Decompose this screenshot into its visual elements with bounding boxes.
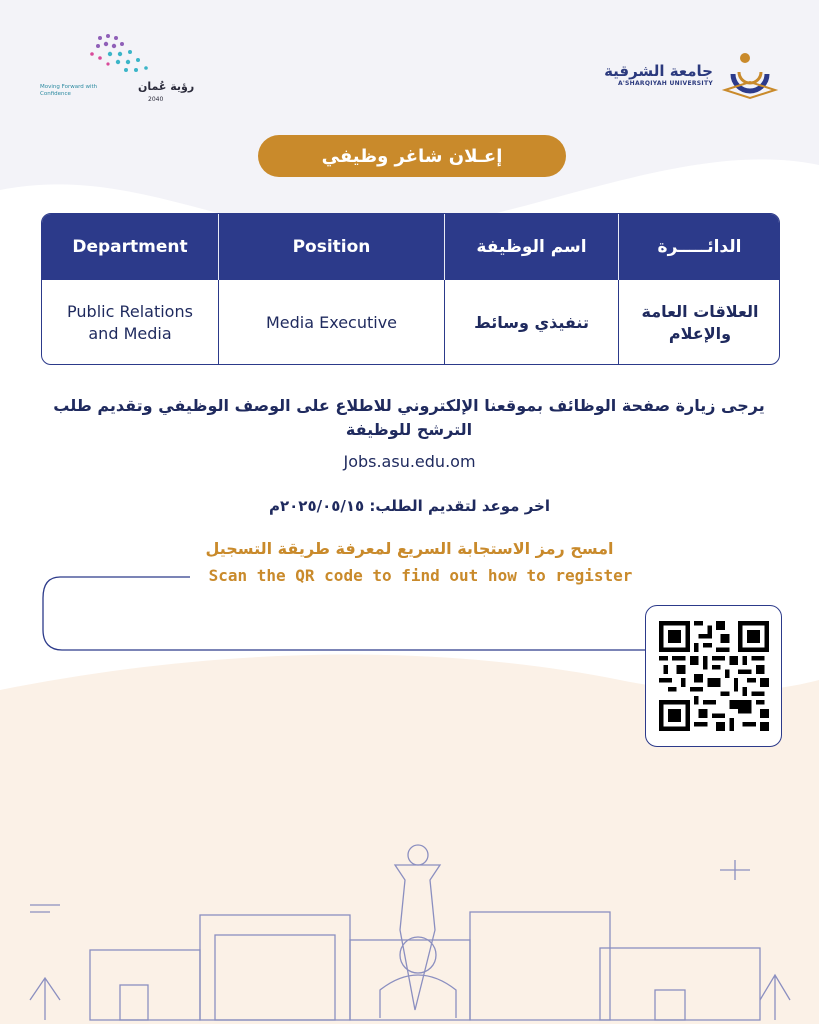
application-deadline: اخر موعد لتقديم الطلب: ٢٠٢٥/٠٥/١٥م <box>269 497 550 515</box>
table-header-department: Department <box>42 214 219 280</box>
visit-instructions: يرجى زيارة صفحة الوظائف بموقعنا الإلكتروني للاطلاع على الوصف الوظيفي وتقديم طلب الترشح للوظيفة <box>53 396 765 439</box>
table-cell-department: Public Relations and Media <box>42 280 219 365</box>
vision-tagline: Moving Forward with Confidence <box>40 84 98 97</box>
table-cell-position: Media Executive <box>219 280 445 365</box>
university-names <box>604 62 713 87</box>
job-table <box>41 213 780 365</box>
scan-instruction-en: Scan the QR code to find out how to register <box>208 566 633 585</box>
university-logo <box>604 48 779 100</box>
table-header-position: Position <box>219 214 445 280</box>
vision-year: 2040 <box>148 96 164 103</box>
qr-code-icon <box>659 621 769 731</box>
qr-code-box[interactable] <box>645 605 782 747</box>
university-logo-icon <box>721 48 779 100</box>
table-header-position-ar: اسم الوظيفة <box>445 214 619 280</box>
oman-vision-logo <box>40 28 200 108</box>
job-vacancy-banner: إعـلان شاغر وظيفي <box>258 135 566 177</box>
scan-instruction-ar: امسح رمز الاستجابة السريع لمعرفة طريقة التسجيل <box>205 539 614 558</box>
university-name-en: A'SHARQIYAH UNIVERSITY <box>617 79 713 87</box>
table-header-department-ar: الدائـــــرة <box>619 214 780 280</box>
university-name-ar: جامعة الشرقية <box>604 61 713 80</box>
vision-name: رؤية عُمان <box>138 80 195 93</box>
table-cell-position-ar: تنفيذي وسائط <box>445 280 619 365</box>
jobs-website-link[interactable]: Jobs.asu.edu.om <box>343 452 476 471</box>
table-cell-department-ar: العلاقات العامة والإعلام <box>641 302 759 343</box>
